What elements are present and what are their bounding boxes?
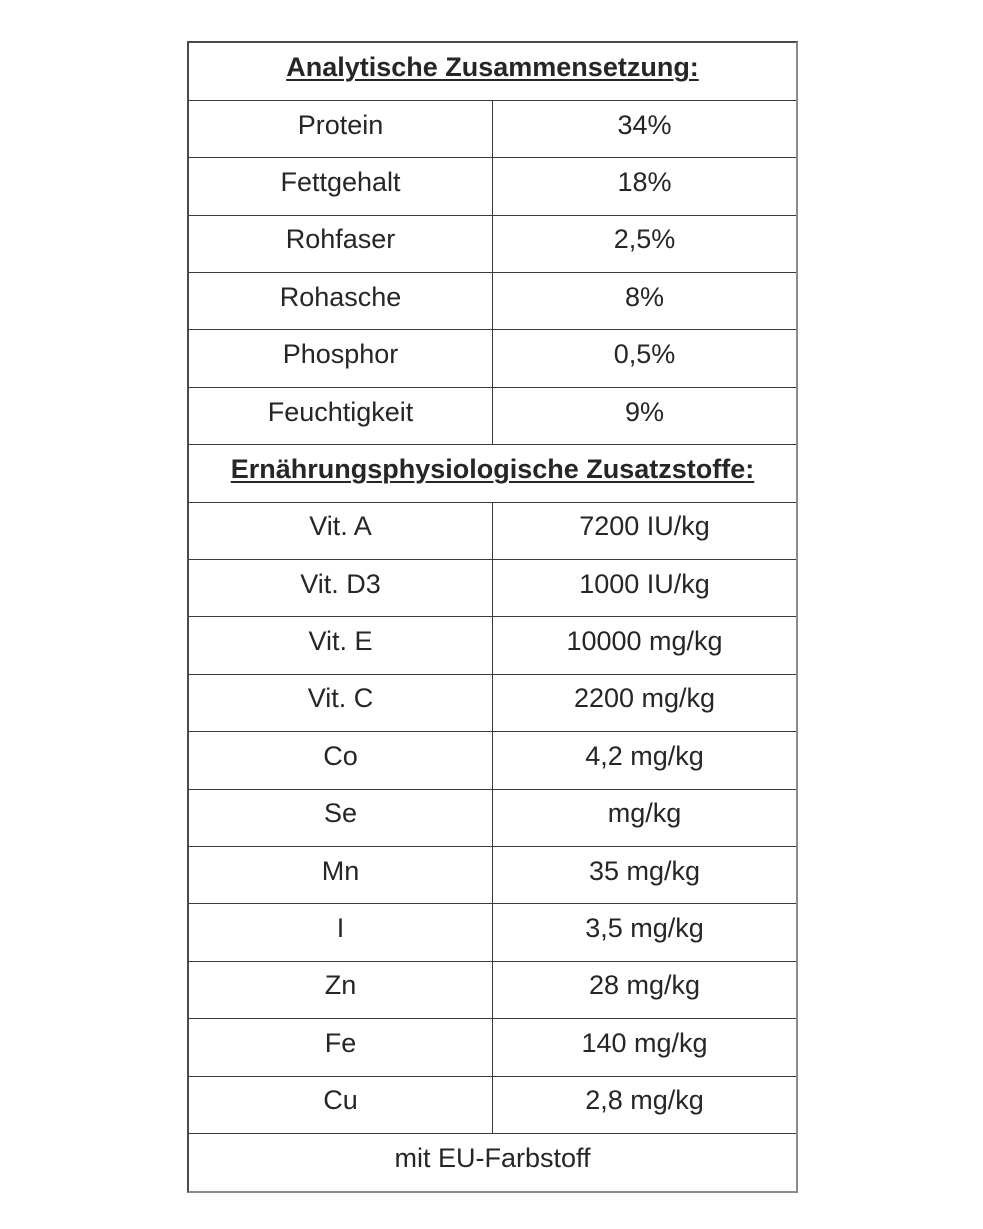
table-row	[189, 502, 796, 559]
table-row	[189, 100, 796, 157]
additive-value: 10000 mg/kg	[493, 617, 797, 674]
nutrient-value: 18%	[493, 158, 797, 215]
table-row	[189, 846, 796, 903]
nutrient-label: Fettgehalt	[189, 158, 493, 215]
footer-note: mit EU-Farbstoff	[189, 1133, 796, 1191]
additive-label: I	[189, 904, 493, 961]
table-row	[189, 158, 796, 215]
table-row	[189, 387, 796, 444]
table-row	[189, 1133, 796, 1191]
additive-value: 35 mg/kg	[493, 846, 797, 903]
additives-heading: Ernährungsphysiologische Zusatzstoffe:	[189, 445, 796, 502]
additive-value: 140 mg/kg	[493, 1019, 797, 1076]
additive-value: mg/kg	[493, 789, 797, 846]
table-row	[189, 1019, 796, 1076]
additive-label: Vit. E	[189, 617, 493, 674]
additive-label: Co	[189, 732, 493, 789]
table-row	[189, 674, 796, 731]
additive-value: 28 mg/kg	[493, 961, 797, 1018]
table-row	[189, 330, 796, 387]
nutrient-label: Rohfaser	[189, 215, 493, 272]
additive-label: Vit. A	[189, 502, 493, 559]
additive-value: 7200 IU/kg	[493, 502, 797, 559]
table-row	[189, 1076, 796, 1133]
table-row	[189, 732, 796, 789]
table-row	[189, 560, 796, 617]
analytical-heading: Analytische Zusammensetzung:	[189, 43, 796, 100]
additive-label: Fe	[189, 1019, 493, 1076]
table-row	[189, 617, 796, 674]
composition-table	[189, 43, 796, 1191]
nutrient-label: Protein	[189, 100, 493, 157]
additive-value: 1000 IU/kg	[493, 560, 797, 617]
table-row	[189, 273, 796, 330]
nutrient-value: 2,5%	[493, 215, 797, 272]
table-row	[189, 43, 796, 100]
table-row	[189, 215, 796, 272]
additive-label: Cu	[189, 1076, 493, 1133]
nutrient-value: 8%	[493, 273, 797, 330]
table-row	[189, 904, 796, 961]
table-row	[189, 445, 796, 502]
additive-label: Zn	[189, 961, 493, 1018]
nutrient-value: 9%	[493, 387, 797, 444]
additive-value: 4,2 mg/kg	[493, 732, 797, 789]
nutrient-label: Rohasche	[189, 273, 493, 330]
nutrient-label: Phosphor	[189, 330, 493, 387]
additive-value: 2200 mg/kg	[493, 674, 797, 731]
nutrient-label: Feuchtigkeit	[189, 387, 493, 444]
additive-label: Se	[189, 789, 493, 846]
additive-label: Mn	[189, 846, 493, 903]
table-row	[189, 961, 796, 1018]
additive-label: Vit. D3	[189, 560, 493, 617]
nutrient-value: 0,5%	[493, 330, 797, 387]
additive-value: 3,5 mg/kg	[493, 904, 797, 961]
additive-label: Vit. C	[189, 674, 493, 731]
additive-value: 2,8 mg/kg	[493, 1076, 797, 1133]
table-row	[189, 789, 796, 846]
composition-table-frame	[187, 41, 798, 1193]
nutrient-value: 34%	[493, 100, 797, 157]
